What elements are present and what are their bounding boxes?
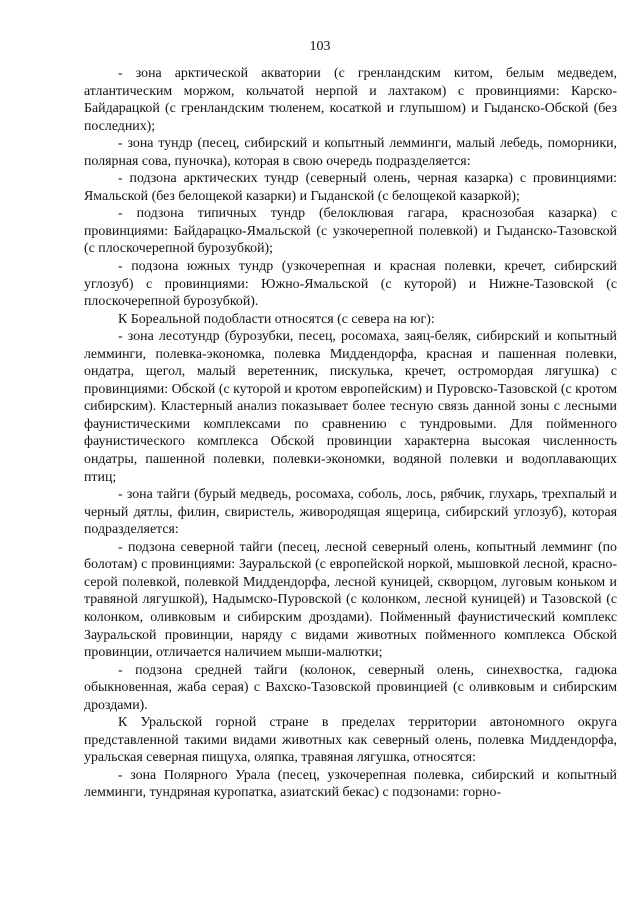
paragraph-northern-taiga-subzone: - подзона северной тайги (песец, лесной северный олень, копытный лемминг (по болотам) с провинциями: Зауральской (с европейской норкой, мышовкой лесной, красно-серой полевкой, полевкой Миддендорфа, лесной куницей, скворцом, луговым коньком и травяной лягушкой), Надымско-Пуровской (с колонком, лесной куницей) и Тазовской (с колонком, оливковым и сибирским дроздами). Пойменный фаунистический комплекс Зауральской провинции, наряду с видами животных пойменного комплекса Обской провинции, отличается наличием мыши-малютки; (84, 539, 617, 661)
page-number: 103 (309, 39, 331, 54)
paragraph-arctic-tundra-subzone: - подзона арктических тундр (северный олень, черная казарка) с провинциями: Ямальской (без белощекой казарки) и Гыданской (с белощекой казаркой); (84, 171, 617, 204)
paragraph-taiga-zone: - зона тайги (бурый медведь, росомаха, соболь, лось, рябчик, глухарь, трехпалый и черный дятлы, филин, свиристель, живородящая ящерица, сибирский углозуб), которая подразделяется: (84, 487, 617, 538)
paragraph-ural-mountain-country: К Уральской горной стране в пределах территории автономного округа представленной такими видами животных как северный олень, полевка Миддендорфа, уральская северная пищуха, оляпка, травяная лягушка, относятся: (84, 715, 617, 766)
paragraph-middle-taiga-subzone: - подзона средней тайги (колонок, северный олень, синехвостка, гадюка обыкновенная, жаба серая) с Вахско-Тазовской провинцией (с оливковым и сибирским дроздами). (84, 662, 617, 713)
paragraph-typical-tundra-subzone: - подзона типичных тундр (белоклювая гагара, краснозобая казарка) с провинциями: Байдарацко-Ямальской (с узкочерепной полевкой) и Гыданско-Тазовской (с плоскочерепной бурозубкой); (84, 206, 617, 257)
paragraph-polar-ural-zone: - зона Полярного Урала (песец, узкочерепная полевка, сибирский и копытный лемминги, тундряная куропатка, азиатский бекас) с подзонами: горно- (84, 767, 617, 801)
paragraph-southern-tundra-subzone: - подзона южных тундр (узкочерепная и красная полевки, кречет, сибирский углозуб) с провинциями: Южно-Ямальской (с куторой) и Нижне-Тазовской (с плоскочерепной бурозубкой). (84, 259, 617, 310)
paragraph-arctic-aquatory-zone: - зона арктической акватории (с гренландским китом, белым медведем, атлантическим моржом, кольчатой нерпой и лахтаком) с провинциями: Карско-Байдарацкой (с гренландским тюленем, косаткой и глупышом) и Гыданско-Обской (без последних); (84, 66, 617, 134)
paragraph-forest-tundra-zone: - зона лесотундр (бурозубки, песец, росомаха, заяц-беляк, сибирский и копытный лемминги, полевка-экономка, полевка Миддендорфа, красная и пашенная полевки, ондатра, щегол, малый веретенник, пискулька, кречет, остромордая лягушка) с провинциями: Обской (с куторой и кротом европейским) и Пуровско-Тазовской (с кротом сибирским). Кластерный анализ показывает более тесную связь данной зоны с лесными фаунистическими комплексами по сравнению с тундровыми. Для пойменного фаунистического комплекса Обской провинции характерна высокая численность ондатры, пашенной полевки, полевки-экономки, водяной полевки и водоплавающих птиц; (84, 329, 617, 485)
paragraph-tundra-zone: - зона тундр (песец, сибирский и копытный лемминги, малый лебедь, поморники, полярная сова, пуночка), которая в свою очередь подразделяется: (84, 136, 617, 169)
paragraph-boreal-subregion-intro: К Бореальной подобласти относятся (с севера на юг): (118, 311, 435, 327)
body-text (84, 65, 617, 802)
